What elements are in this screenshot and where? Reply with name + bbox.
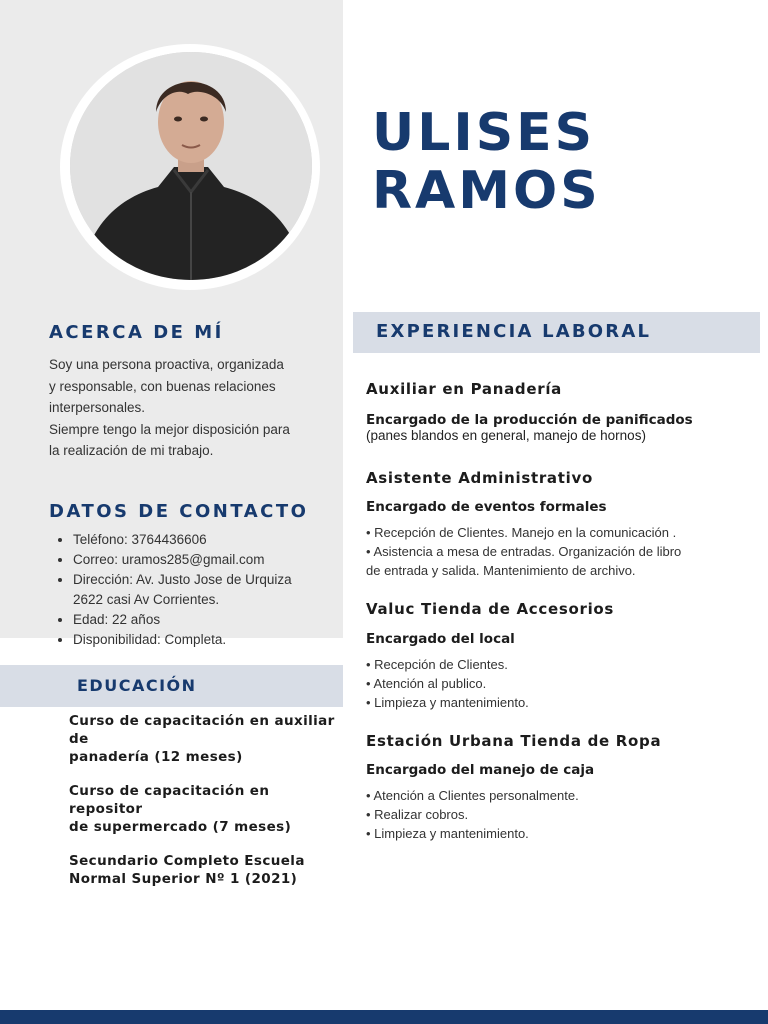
- job-line: • Realizar cobros.: [366, 807, 469, 822]
- job-entry-panaderia: [366, 380, 746, 444]
- job-line: • Asistencia a mesa de entradas. Organización de libro: [366, 544, 682, 559]
- contact-heading: DATOS DE CONTACTO: [49, 501, 309, 522]
- job-line: • Atención a Clientes personalmente.: [366, 788, 579, 803]
- contact-phone: [73, 530, 348, 550]
- education-heading: EDUCACIÓN: [77, 676, 197, 695]
- job-entry-estacion-urbana: [366, 732, 746, 843]
- education-list: [69, 712, 339, 904]
- job-line: • Recepción de Clientes. Manejo en la comunicación .: [366, 525, 677, 540]
- footer-accent-bar: [0, 1010, 768, 1024]
- first-name: ULISES: [372, 103, 596, 163]
- education-item: [69, 712, 339, 766]
- contact-line: • Disponibilidad: Completa.: [73, 632, 227, 647]
- last-name: RAMOS: [372, 161, 601, 221]
- job-entry-valuc: [366, 600, 746, 712]
- job-line: • Limpieza y mantenimiento.: [366, 695, 529, 710]
- job-role: Encargado del local: [366, 631, 515, 647]
- job-title: Auxiliar en Panadería: [366, 380, 562, 398]
- about-line: Siempre tengo la mejor disposición para: [49, 421, 290, 437]
- contact-availability: [73, 630, 348, 650]
- education-item: [69, 782, 339, 836]
- candidate-name: [372, 104, 601, 220]
- about-line: la realización de mi trabajo.: [49, 443, 214, 458]
- job-description: [366, 655, 746, 712]
- contact-line: • Edad: 22 años: [73, 612, 161, 627]
- education-item: [69, 852, 339, 888]
- education-line: Curso de capacitación en repositor: [69, 783, 270, 817]
- experience-heading: EXPERIENCIA LABORAL: [376, 321, 652, 342]
- about-line: y responsable, con buenas relaciones: [49, 378, 276, 394]
- job-line: • Limpieza y mantenimiento.: [366, 826, 529, 841]
- job-title: Asistente Administrativo: [366, 469, 593, 487]
- education-line: panadería (12 meses): [69, 749, 243, 765]
- contact-age: [73, 610, 348, 630]
- job-line: de entrada y salida. Mantenimiento de archivo.: [366, 563, 636, 578]
- contact-address: [73, 570, 348, 610]
- contact-line: • Dirección: Av. Justo Jose de Urquiza: [73, 572, 292, 587]
- contact-line: • Correo: uramos285@gmail.com: [73, 552, 265, 567]
- job-title: Estación Urbana Tienda de Ropa: [366, 732, 662, 750]
- education-line: Normal Superior Nº 1 (2021): [69, 871, 298, 887]
- education-line: Secundario Completo Escuela: [69, 853, 305, 869]
- profile-photo: [70, 52, 312, 280]
- about-text: [49, 354, 311, 462]
- education-line: Curso de capacitación en auxiliar de: [69, 713, 335, 747]
- contact-email: [73, 550, 348, 570]
- about-line: Soy una persona proactiva, organizada: [49, 357, 284, 372]
- profile-photo-illustration: [70, 52, 312, 280]
- job-role: Encargado del manejo de caja: [366, 762, 595, 778]
- job-line: • Atención al publico.: [366, 676, 487, 691]
- job-line: • Recepción de Clientes.: [366, 657, 508, 672]
- job-note: (panes blandos en general, manejo de hornos): [366, 428, 646, 443]
- about-line: interpersonales.: [49, 400, 146, 415]
- contact-line: 2622 casi Av Corrientes.: [73, 592, 220, 607]
- contact-list: [55, 530, 348, 650]
- job-description: [366, 786, 746, 843]
- job-entry-administrativo: [366, 469, 746, 580]
- education-line: de supermercado (7 meses): [69, 819, 292, 835]
- job-role: Encargado de la producción de panificados: [366, 412, 693, 428]
- job-role: Encargado de eventos formales: [366, 499, 607, 515]
- job-description: [366, 523, 746, 580]
- contact-line: • Teléfono: 3764436606: [73, 532, 207, 547]
- about-heading: ACERCA DE MÍ: [49, 322, 224, 343]
- job-title: Valuc Tienda de Accesorios: [366, 600, 615, 618]
